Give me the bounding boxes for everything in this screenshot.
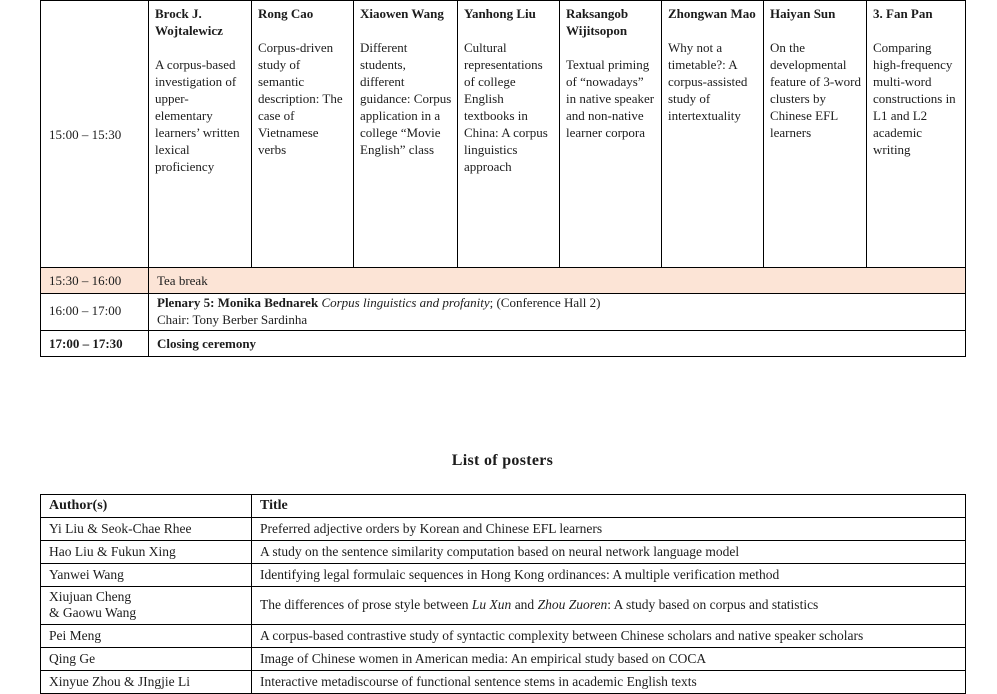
poster-authors: Qing Ge bbox=[41, 648, 252, 671]
poster-title: Interactive metadiscourse of functional sentence stems in academic English texts bbox=[252, 671, 966, 694]
speaker-name: Raksangob Wijitsopon bbox=[566, 6, 629, 38]
poster-authors: Hao Liu & Fukun Xing bbox=[41, 541, 252, 564]
posters-heading: List of posters bbox=[451, 452, 554, 469]
plenary-time: 16:00 – 17:00 bbox=[41, 294, 149, 331]
poster-authors: Yi Liu & Seok-Chae Rhee bbox=[41, 518, 252, 541]
speaker-name: Zhongwan Mao bbox=[668, 6, 756, 21]
poster-title: The differences of prose style between Lu Xun and Zhou Zuoren: A study based on corpus and statistics bbox=[252, 587, 966, 625]
plenary-cell bbox=[149, 294, 966, 331]
plenary-title-suffix: ; (Conference Hall 2) bbox=[489, 295, 601, 310]
posters-col-authors: Author(s) bbox=[41, 495, 252, 518]
session-cell bbox=[252, 1, 354, 268]
session-title: A corpus-based investigation of upper-elementary learners’ written lexical proficiency bbox=[155, 57, 240, 174]
closing-label: Closing ceremony bbox=[149, 331, 966, 357]
poster-title: A study on the sentence similarity computation based on neural network language model bbox=[252, 541, 966, 564]
plenary-title-line bbox=[157, 295, 960, 312]
session-title: Corpus-driven study of semantic description: The case of Vietnamese verbs bbox=[258, 40, 343, 157]
speaker-name: Yanhong Liu bbox=[464, 6, 536, 21]
poster-row bbox=[41, 648, 966, 671]
plenary-row bbox=[41, 294, 966, 331]
session-cell bbox=[458, 1, 560, 268]
speaker-name: Haiyan Sun bbox=[770, 6, 836, 21]
poster-authors: Yanwei Wang bbox=[41, 564, 252, 587]
speaker-name: Rong Cao bbox=[258, 6, 314, 21]
speaker-name: 3. Fan Pan bbox=[873, 6, 933, 21]
poster-row bbox=[41, 625, 966, 648]
poster-authors: Xinyue Zhou & JIngjie Li bbox=[41, 671, 252, 694]
poster-row bbox=[41, 564, 966, 587]
session-cell bbox=[662, 1, 764, 268]
session-cell bbox=[560, 1, 662, 268]
session-row bbox=[41, 1, 966, 268]
posters-table bbox=[40, 494, 966, 694]
session-cell bbox=[867, 1, 966, 268]
poster-authors: Xiujuan Cheng & Gaowu Wang bbox=[41, 587, 252, 625]
closing-row bbox=[41, 331, 966, 357]
session-title: Comparing high-frequency multi-word constructions in L1 and L2 academic writing bbox=[873, 40, 956, 157]
poster-title: Image of Chinese women in American media: An empirical study based on COCA bbox=[252, 648, 966, 671]
poster-authors: Pei Meng bbox=[41, 625, 252, 648]
poster-title: Preferred adjective orders by Korean and Chinese EFL learners bbox=[252, 518, 966, 541]
plenary-title-italic: Corpus linguistics and profanity bbox=[321, 295, 490, 310]
session-title: On the developmental feature of 3-word clusters by Chinese EFL learners bbox=[770, 40, 861, 140]
speaker-name: Xiaowen Wang bbox=[360, 6, 444, 21]
posters-col-title: Title bbox=[252, 495, 966, 518]
poster-title: Identifying legal formulaic sequences in Hong Kong ordinances: A multiple verification method bbox=[252, 564, 966, 587]
plenary-title-bold: Plenary 5: Monika Bednarek bbox=[157, 295, 319, 310]
posters-header-row bbox=[41, 495, 966, 518]
schedule-table bbox=[40, 0, 966, 357]
session-time: 15:00 – 15:30 bbox=[41, 1, 149, 268]
tea-break-label: Tea break bbox=[149, 268, 966, 294]
poster-title: A corpus-based contrastive study of syntactic complexity between Chinese scholars and native speaker scholars bbox=[252, 625, 966, 648]
session-cell bbox=[764, 1, 867, 268]
session-title: Why not a timetable?: A corpus-assisted study of intertextuality bbox=[668, 40, 748, 123]
session-title: Textual priming of “nowadays” in native speaker and non-native learner corpora bbox=[566, 57, 655, 140]
session-title: Cultural representations of college English textbooks in China: A corpus linguistics approach bbox=[464, 40, 548, 174]
tea-break-row bbox=[41, 268, 966, 294]
speaker-name: Brock J. Wojtalewicz bbox=[155, 6, 223, 38]
plenary-chair-line: Chair: Tony Berber Sardinha bbox=[157, 311, 308, 327]
posters-body bbox=[41, 518, 966, 694]
session-cell bbox=[354, 1, 458, 268]
session-title: Different students, different guidance: Corpus application in a college “Movie English” class bbox=[360, 40, 452, 157]
poster-row bbox=[41, 541, 966, 564]
closing-time: 17:00 – 17:30 bbox=[41, 331, 149, 357]
poster-row bbox=[41, 518, 966, 541]
tea-break-time: 15:30 – 16:00 bbox=[41, 268, 149, 294]
session-cell bbox=[149, 1, 252, 268]
poster-row bbox=[41, 587, 966, 625]
poster-row bbox=[41, 671, 966, 694]
